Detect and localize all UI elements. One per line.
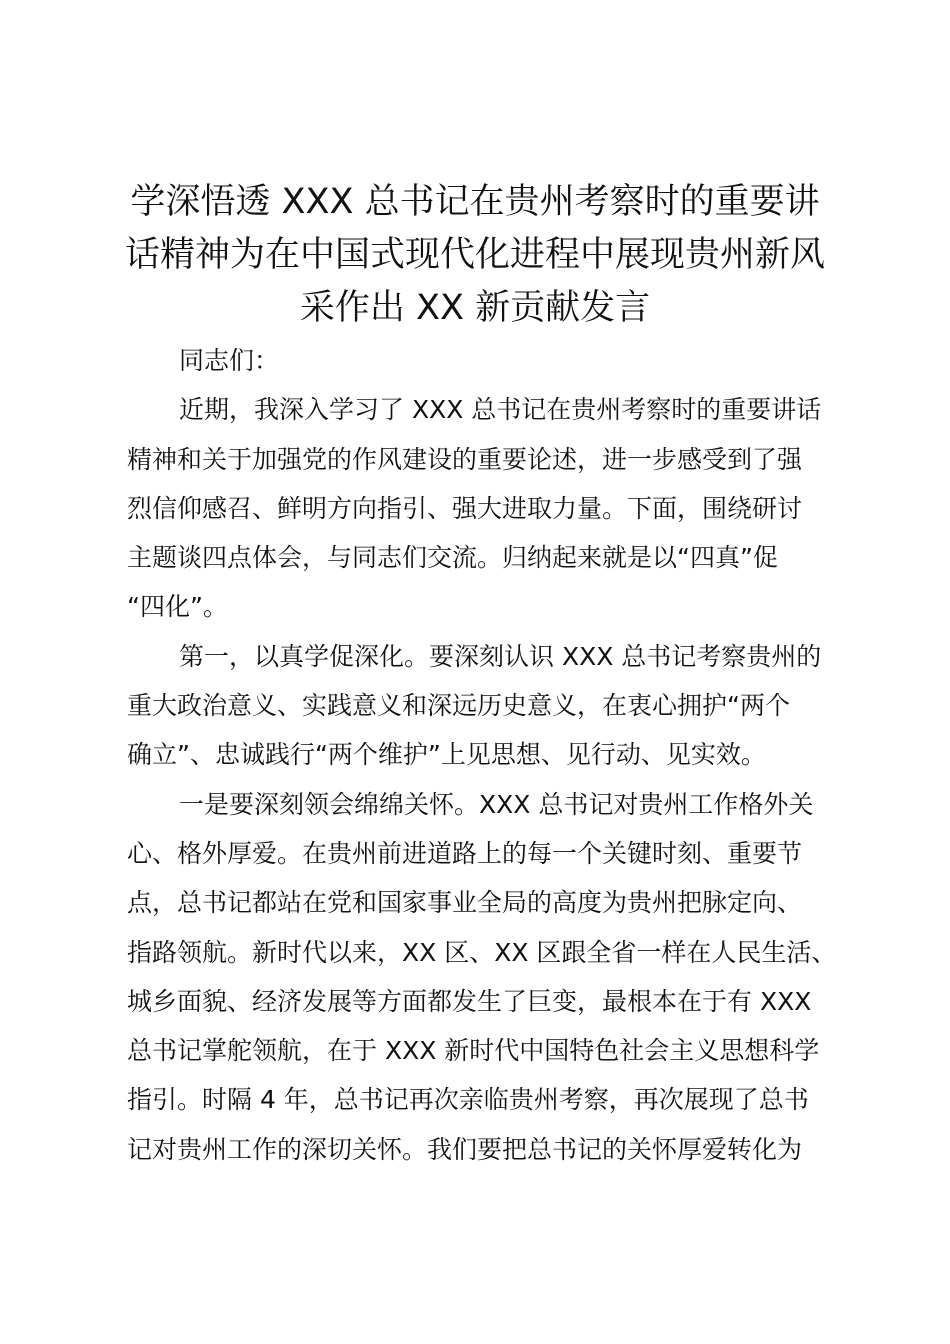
paragraph-line: 记对贵州工作的深切关怀。我们要把总书记的关怀厚爱转化为 bbox=[127, 1134, 803, 1164]
paragraph-line: “四化”。 bbox=[127, 592, 228, 622]
paragraph-line: 城乡面貌、经济发展等方面都发生了巨变，最根本在于有 XXX bbox=[127, 986, 812, 1016]
paragraph bbox=[127, 632, 847, 780]
paragraph-line: 近期，我深入学习了 XXX 总书记在贵州考察时的重要讲话 bbox=[179, 395, 822, 425]
title-line: 话精神为在中国式现代化进程中展现贵州新风 bbox=[124, 235, 825, 275]
paragraph-line: 精神和关于加强党的作风建设的重要论述，进一步感受到了强 bbox=[127, 444, 803, 474]
document-body bbox=[127, 336, 847, 1174]
document-title bbox=[110, 176, 840, 335]
paragraph-line: 指引。时隔 4 年，总书记再次亲临贵州考察，再次展现了总书 bbox=[127, 1085, 809, 1115]
title-line: 学深悟透 XXX 总书记在贵州考察时的重要讲 bbox=[130, 182, 820, 222]
paragraph-line: 主题谈四点体会，与同志们交流。归纳起来就是以“四真”促 bbox=[127, 543, 778, 573]
paragraph-line: 指路领航。新时代以来，XX 区、XX 区跟全省一样在人民生活、 bbox=[127, 937, 837, 967]
paragraph-line: 确立”、忠诚践行“两个维护”上见思想、见行动、见实效。 bbox=[127, 740, 766, 770]
paragraph-line: 重大政治意义、实践意义和深远历史意义，在衷心拥护“两个 bbox=[127, 691, 790, 721]
paragraph-line: 一是要深刻领会绵绵关怀。XXX 总书记对贵州工作格外关 bbox=[179, 789, 814, 819]
paragraph-line: 点，总书记都站在党和国家事业全局的高度为贵州把脉定向、 bbox=[127, 888, 803, 918]
paragraph-line: 心、格外厚爱。在贵州前进道路上的每一个关键时刻、重要节 bbox=[127, 838, 803, 868]
paragraph-line: 烈信仰感召、鲜明方向指引、强大进取力量。下面，围绕研讨 bbox=[127, 493, 803, 523]
paragraph bbox=[127, 780, 847, 1174]
paragraph bbox=[127, 385, 847, 631]
paragraph-line: 总书记掌舵领航，在于 XXX 新时代中国特色社会主义思想科学 bbox=[127, 1036, 820, 1066]
paragraph-line: 第一，以真学促深化。要深刻认识 XXX 总书记考察贵州的 bbox=[179, 641, 822, 671]
title-line: 采作出 XX 新贡献发言 bbox=[299, 288, 651, 328]
salutation: 同志们： bbox=[179, 346, 280, 375]
